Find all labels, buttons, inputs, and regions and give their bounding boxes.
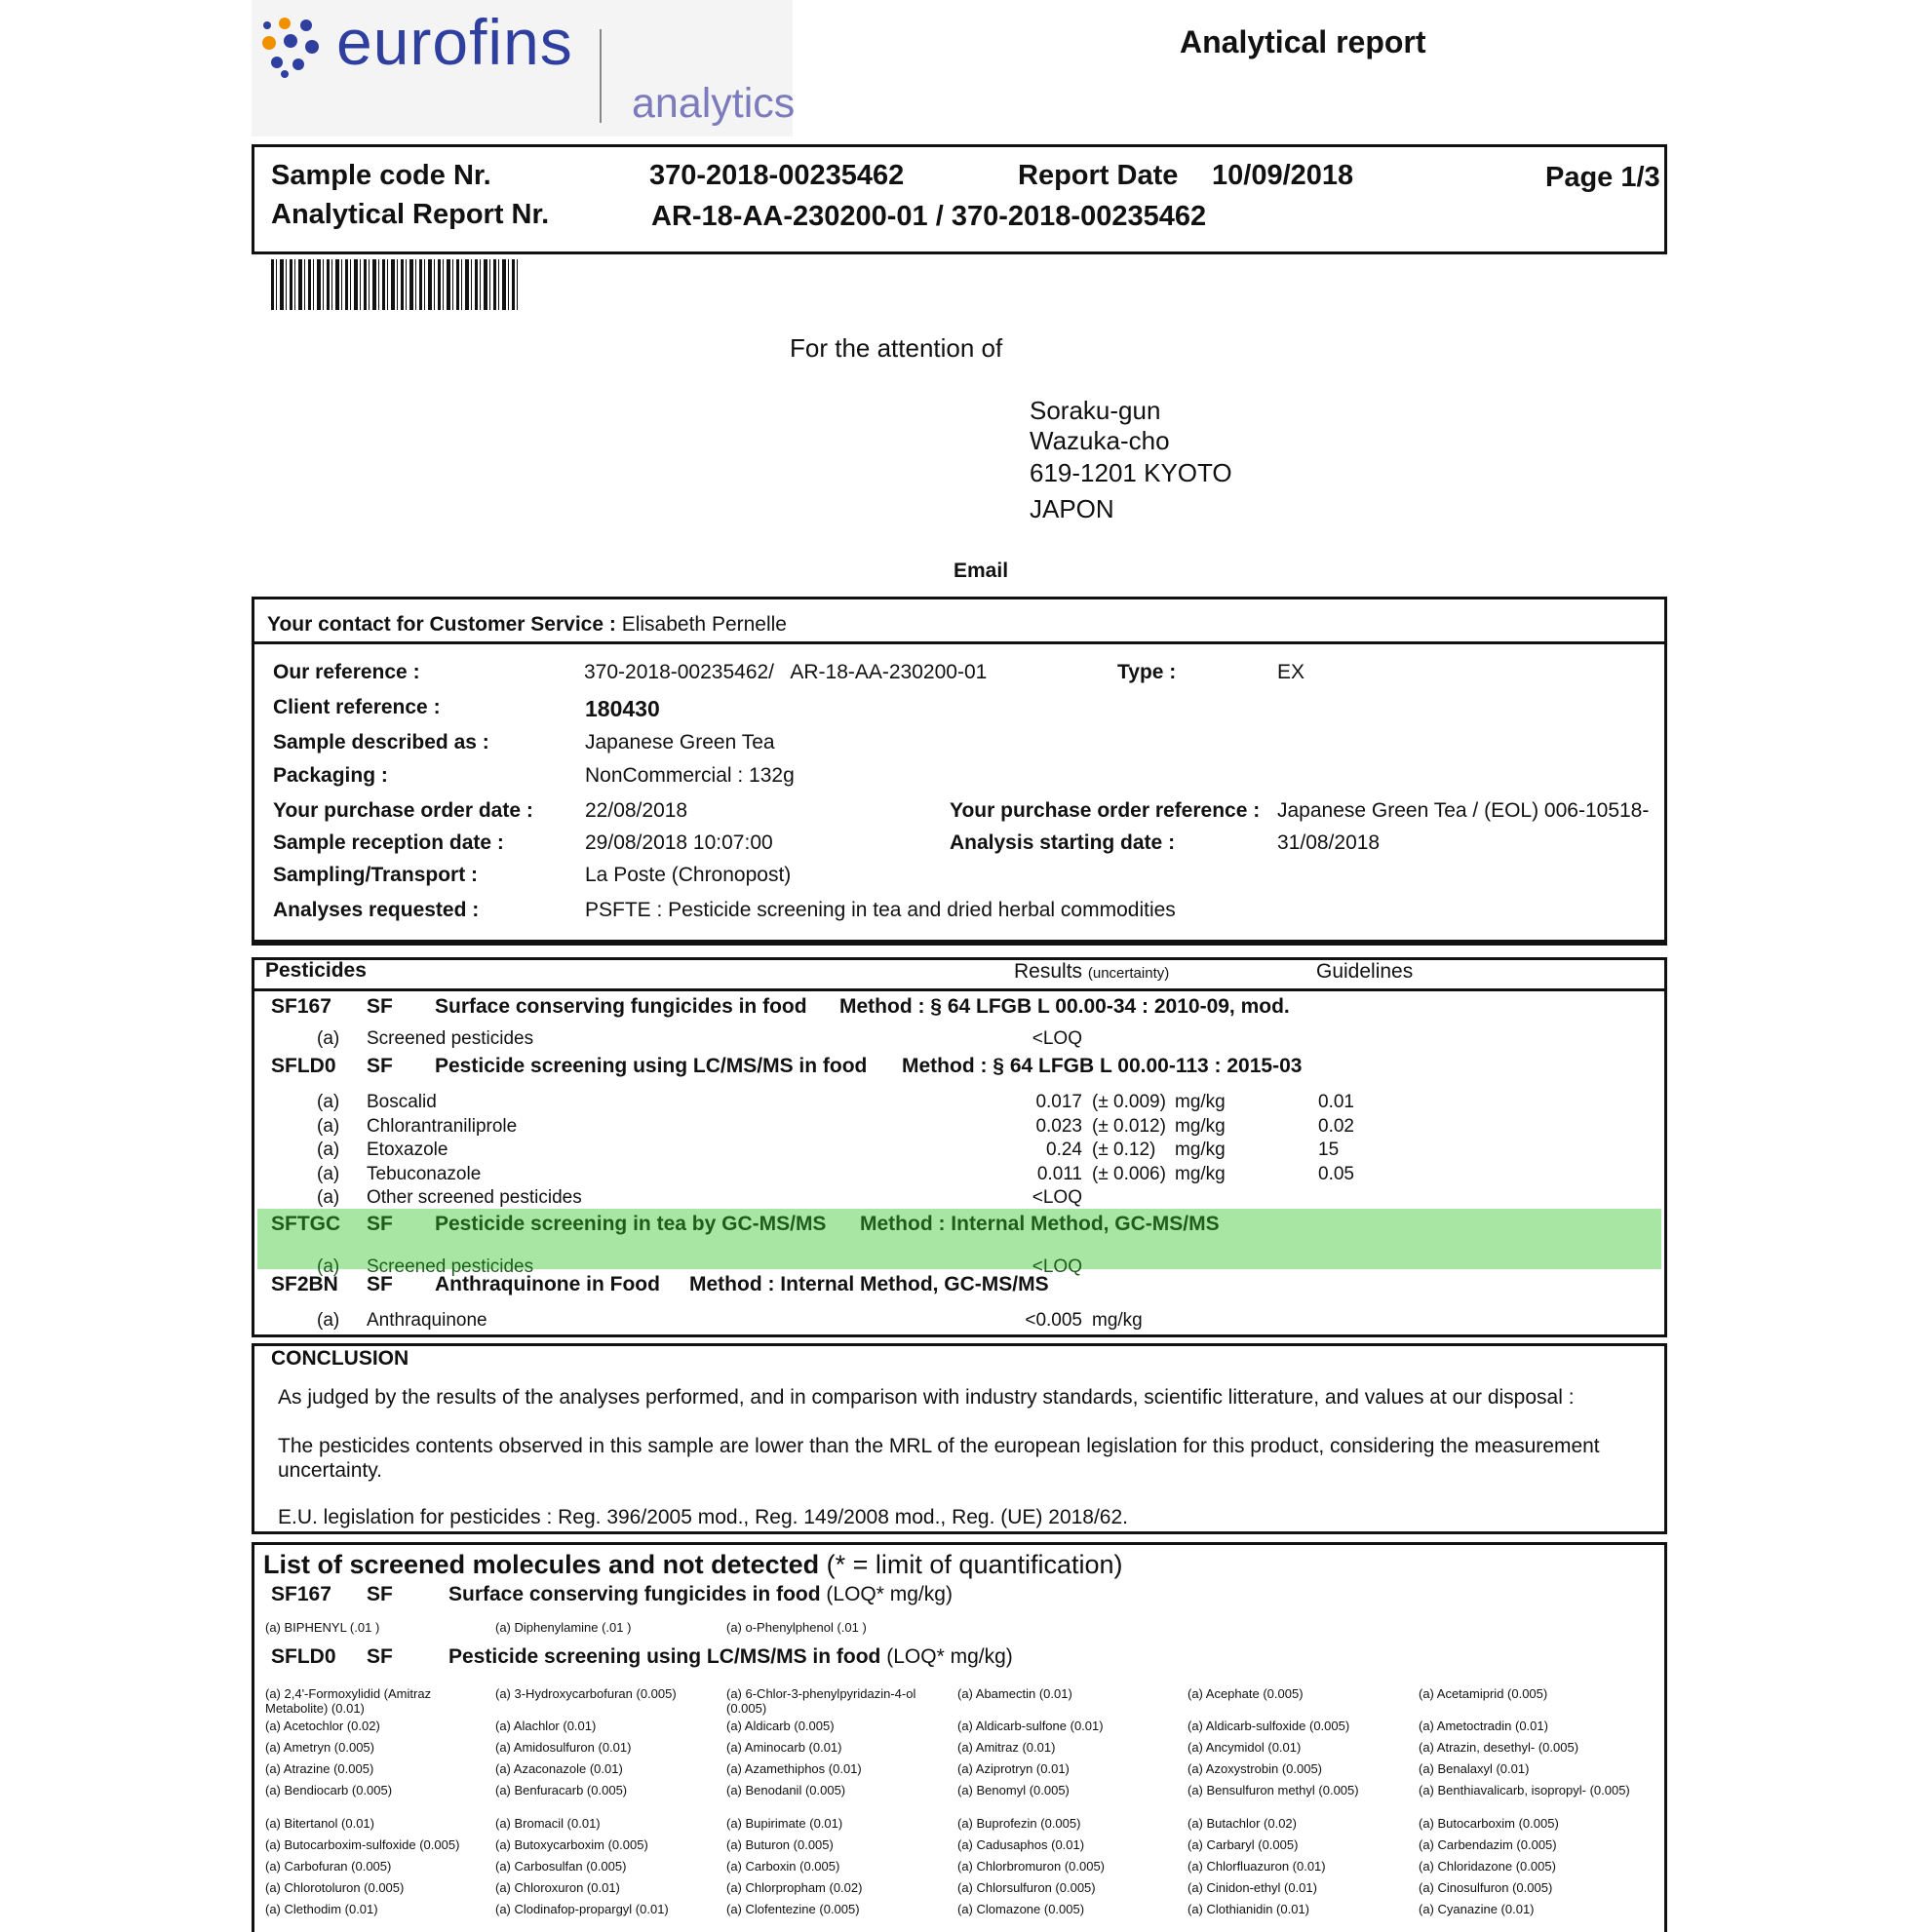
item-guideline: 0.01: [1318, 1092, 1354, 1112]
screened-item: (a) Butocarboxim (0.005): [1419, 1816, 1559, 1831]
item-guideline: 15: [1318, 1140, 1340, 1160]
item-uncertainty: (± 0.012): [1092, 1116, 1166, 1137]
item-unit: mg/kg: [1092, 1310, 1143, 1331]
sample-value: Japanese Green Tea: [585, 731, 775, 753]
item-guideline: 0.02: [1318, 1116, 1354, 1137]
results-section-label: Pesticides: [265, 959, 367, 982]
screened-item: (a) BIPHENYL (.01 ): [265, 1620, 380, 1635]
our-ref-label: Our reference :: [273, 661, 420, 683]
screened-item: (a) Abamectin (0.01): [957, 1686, 1072, 1701]
screened-item: (a) Chloroxuron (0.01): [495, 1880, 620, 1895]
transport-value: La Poste (Chronopost): [585, 864, 792, 886]
group-title: Surface conserving fungicides in food: [435, 995, 807, 1018]
screened-item: (a) Diphenylamine (.01 ): [495, 1620, 632, 1635]
item-unit: mg/kg: [1175, 1140, 1226, 1160]
screened-item: (a) 2,4'-Formoxylidid (Amitraz Metabolite) (0.01): [265, 1686, 432, 1716]
report-date-label: Report Date: [1018, 160, 1179, 191]
group-title: Pesticide screening in tea by GC-MS/MS: [435, 1213, 827, 1235]
screened-item: (a) Ametoctradin (0.01): [1419, 1719, 1548, 1733]
item-marker: (a): [317, 1140, 340, 1160]
screened-item: (a) Benomyl (0.005): [957, 1783, 1070, 1797]
page-number: Page 1/3: [1545, 162, 1660, 193]
start-label: Analysis starting date :: [950, 831, 1176, 854]
screened-item: (a) Carbendazim (0.005): [1419, 1837, 1557, 1852]
reception-date: 29/08/2018 10:07:00: [585, 831, 773, 854]
screened-item: (a) Chloridazone (0.005): [1419, 1859, 1556, 1874]
report-nr: AR-18-AA-230200-01 / 370-2018-00235462: [651, 201, 1207, 232]
delivery-method: Email: [954, 560, 1009, 582]
item-marker: (a): [317, 1028, 340, 1049]
screened-item: (a) Carboxin (0.005): [726, 1859, 840, 1874]
item-value: 0.011: [1036, 1164, 1082, 1184]
screened-item: (a) Chlorsulfuron (0.005): [957, 1880, 1096, 1895]
item-name: Tebuconazole: [367, 1164, 482, 1184]
conclusion-paragraph: As judged by the results of the analyses performed, and in comparison with industry standards, scientific litterature, and values at our disposal :: [278, 1386, 1575, 1409]
screened-item: (a) Ancymidol (0.01): [1188, 1740, 1302, 1755]
logo-divider: [600, 29, 602, 123]
screened-group-title: Surface conserving fungicides in food: [448, 1583, 821, 1605]
address-line: Wazuka-cho: [1030, 426, 1170, 455]
item-value: <LOQ: [1032, 1187, 1082, 1208]
screened-item: (a) Carbosulfan (0.005): [495, 1859, 627, 1874]
screened-item: (a) Benalaxyl (0.01): [1419, 1761, 1530, 1776]
group-code: SFLD0: [271, 1055, 336, 1077]
screened-group-sf: SF: [367, 1583, 393, 1605]
screened-item: (a) Chlorbromuron (0.005): [957, 1859, 1106, 1874]
group-code: SFTGC: [271, 1213, 341, 1235]
screened-item: (a) Amidosulfuron (0.01): [495, 1740, 632, 1755]
item-uncertainty: (± 0.006): [1092, 1164, 1166, 1184]
client-ref-label: Client reference :: [273, 696, 441, 718]
screened-item: (a) Acetamiprid (0.005): [1419, 1686, 1548, 1701]
screened-item: (a) Chlorpropham (0.02): [726, 1880, 863, 1895]
screened-item: (a) Alachlor (0.01): [495, 1719, 597, 1733]
item-value: 0.017: [1035, 1092, 1082, 1112]
screened-item: (a) Butachlor (0.02): [1188, 1816, 1297, 1831]
item-unit: mg/kg: [1175, 1092, 1226, 1112]
results-header-divider: [252, 988, 1667, 991]
item-guideline: 0.05: [1318, 1164, 1354, 1184]
packaging-label: Packaging :: [273, 764, 388, 787]
attention-label: For the attention of: [790, 333, 1003, 363]
reception-label: Sample reception date :: [273, 831, 504, 854]
screened-item: (a) Acephate (0.005): [1188, 1686, 1304, 1701]
barcode: [271, 259, 519, 310]
screened-note: (* = limit of quantification): [826, 1550, 1123, 1579]
group-code: SF2BN: [271, 1273, 338, 1295]
group-sf: SF: [367, 1055, 393, 1077]
item-value: <LOQ: [1032, 1256, 1082, 1277]
uncertainty-label: (uncertainty): [1087, 965, 1170, 982]
screened-item: (a) 6-Chlor-3-phenylpyridazin-4-ol (0.005): [726, 1686, 916, 1716]
item-marker: (a): [317, 1164, 340, 1184]
screened-item: (a) Atrazine (0.005): [265, 1761, 374, 1776]
screened-item: (a) Acetochlor (0.02): [265, 1719, 380, 1733]
screened-group-heading: [448, 1645, 1013, 1669]
client-ref: 180430: [585, 696, 660, 721]
group-sf: SF: [367, 1273, 393, 1295]
screened-item: (a) Cadusaphos (0.01): [957, 1837, 1085, 1852]
screened-item: (a) Aminocarb (0.01): [726, 1740, 842, 1755]
item-marker: (a): [317, 1092, 340, 1112]
item-value: <0.005: [1025, 1310, 1082, 1331]
analyses-label: Analyses requested :: [273, 899, 480, 921]
screened-item: (a) Buprofezin (0.005): [957, 1816, 1081, 1831]
results-column-header: [1014, 960, 1169, 984]
contact-name: Elisabeth Pernelle: [621, 613, 787, 636]
item-value: 0.24: [1046, 1140, 1082, 1160]
group-sf: SF: [367, 995, 393, 1018]
item-unit: mg/kg: [1175, 1164, 1226, 1184]
item-marker: (a): [317, 1187, 340, 1208]
screened-item: (a) Carbofuran (0.005): [265, 1859, 392, 1874]
group-title: Pesticide screening using LC/MS/MS in food: [435, 1055, 868, 1077]
screened-item: (a) Butocarboxim-sulfoxide (0.005): [265, 1837, 460, 1852]
item-name: Boscalid: [367, 1092, 437, 1112]
item-uncertainty: (± 0.009): [1092, 1092, 1166, 1112]
screened-item: (a) Clomazone (0.005): [957, 1902, 1085, 1916]
screened-item: (a) Azamethiphos (0.01): [726, 1761, 862, 1776]
item-marker: (a): [317, 1256, 340, 1277]
item-name: Anthraquinone: [367, 1310, 487, 1331]
screened-item: (a) Bensulfuron methyl (0.005): [1188, 1783, 1359, 1797]
screened-item: (a) Benfuracarb (0.005): [495, 1783, 628, 1797]
screened-item: (a) Aldicarb-sulfoxide (0.005): [1188, 1719, 1350, 1733]
address-line: 619-1201 KYOTO: [1030, 458, 1232, 487]
analyses-value: PSFTE : Pesticide screening in tea and dried herbal commodities: [585, 899, 1176, 921]
item-uncertainty: (± 0.12): [1092, 1140, 1156, 1160]
results-label: Results: [1014, 960, 1083, 983]
screened-item: (a) Clodinafop-propargyl (0.01): [495, 1902, 669, 1916]
sample-label: Sample described as :: [273, 731, 489, 753]
conclusion-title: CONCLUSION: [271, 1347, 409, 1370]
group-method: Method : Internal Method, GC-MS/MS: [689, 1273, 1049, 1295]
item-marker: (a): [317, 1310, 340, 1331]
screened-item: (a) Cyanazine (0.01): [1419, 1902, 1535, 1916]
screened-item: (a) Bendiocarb (0.005): [265, 1783, 393, 1797]
contact-row: [267, 613, 787, 637]
screened-group-suffix: (LOQ* mg/kg): [826, 1583, 953, 1605]
po-ref-label: Your purchase order reference :: [950, 799, 1261, 822]
item-name: Chlorantraniliprole: [367, 1116, 518, 1137]
screened-group-code: SFLD0: [271, 1645, 336, 1668]
group-title: Anthraquinone in Food: [435, 1273, 660, 1295]
screened-item: (a) o-Phenylphenol (.01 ): [726, 1620, 867, 1635]
conclusion-paragraph: The pesticides contents observed in this sample are lower than the MRL of the european legislation for this product, considering the measurement uncertainty.: [278, 1435, 1600, 1482]
packaging-value: NonCommercial : 132g: [585, 764, 795, 787]
screened-item: (a) Aldicarb (0.005): [726, 1719, 835, 1733]
screened-item: (a) Chlorotoluron (0.005): [265, 1880, 405, 1895]
document-title: Analytical report: [1180, 24, 1426, 59]
screened-item: (a) Bromacil (0.01): [495, 1816, 601, 1831]
screened-item: (a) Azoxystrobin (0.005): [1188, 1761, 1323, 1776]
screened-item: (a) Cinidon-ethyl (0.01): [1188, 1880, 1317, 1895]
screened-item: (a) Clethodim (0.01): [265, 1902, 378, 1916]
screened-item: (a) Amitraz (0.01): [957, 1740, 1056, 1755]
conclusion-legislation: E.U. legislation for pesticides : Reg. 396/2005 mod., Reg. 149/2008 mod., Reg. (UE) 2018/62.: [278, 1506, 1129, 1528]
group-code: SF167: [271, 995, 331, 1018]
type-value: EX: [1277, 661, 1305, 683]
sample-code: 370-2018-00235462: [649, 160, 905, 191]
our-ref: 370-2018-00235462/ AR-18-AA-230200-01: [584, 661, 988, 683]
item-name: Screened pesticides: [367, 1256, 534, 1277]
screened-item: (a) Chlorfluazuron (0.01): [1188, 1859, 1326, 1874]
screened-item: (a) Atrazin, desethyl- (0.005): [1419, 1740, 1579, 1755]
screened-item: (a) Azaconazole (0.01): [495, 1761, 623, 1776]
logo-brand: eurofins: [336, 6, 573, 78]
contact-divider: [252, 641, 1667, 644]
screened-group-code: SF167: [271, 1583, 331, 1605]
item-value: <LOQ: [1032, 1028, 1082, 1049]
type-label: Type :: [1117, 661, 1177, 683]
report-date: 10/09/2018: [1212, 160, 1354, 191]
guidelines-label: Guidelines: [1316, 960, 1414, 983]
screened-heading: [263, 1550, 1123, 1580]
screened-group-sf: SF: [367, 1645, 393, 1668]
transport-label: Sampling/Transport :: [273, 864, 479, 886]
screened-item: (a) Clofentezine (0.005): [726, 1902, 860, 1916]
group-method: Method : § 64 LFGB L 00.00-113 : 2015-03: [902, 1055, 1303, 1077]
item-name: Screened pesticides: [367, 1028, 534, 1049]
po-ref: Japanese Green Tea / (EOL) 006-10518-: [1277, 799, 1650, 822]
item-value: 0.023: [1035, 1116, 1082, 1137]
screened-item: (a) Butoxycarboxim (0.005): [495, 1837, 648, 1852]
item-marker: (a): [317, 1116, 340, 1137]
sample-code-label: Sample code Nr.: [271, 160, 491, 191]
item-name: Etoxazole: [367, 1140, 448, 1160]
screened-item: (a) Benthiavalicarb, isopropyl- (0.005): [1419, 1783, 1630, 1797]
po-date: 22/08/2018: [585, 799, 688, 822]
screened-item: (a) Clothianidin (0.01): [1188, 1902, 1310, 1916]
screened-item: (a) Bitertanol (0.01): [265, 1816, 374, 1831]
screened-item: (a) Benodanil (0.005): [726, 1783, 846, 1797]
screened-group-suffix: (LOQ* mg/kg): [886, 1645, 1013, 1668]
group-sf: SF: [367, 1213, 393, 1235]
screened-group-title: Pesticide screening using LC/MS/MS in food: [448, 1645, 881, 1668]
eurofins-dots-icon: [255, 14, 326, 80]
screened-item: (a) Ametryn (0.005): [265, 1740, 374, 1755]
screened-item: (a) Carbaryl (0.005): [1188, 1837, 1299, 1852]
screened-title: List of screened molecules and not detected: [263, 1550, 820, 1579]
screened-item: (a) Cinosulfuron (0.005): [1419, 1880, 1553, 1895]
screened-group-heading: [448, 1583, 953, 1606]
address-line: JAPON: [1030, 494, 1114, 523]
report-nr-label: Analytical Report Nr.: [271, 199, 550, 230]
info-box: [252, 597, 1667, 946]
contact-label: Your contact for Customer Service :: [267, 613, 616, 636]
screened-item: (a) 3-Hydroxycarbofuran (0.005): [495, 1686, 677, 1701]
item-name: Other screened pesticides: [367, 1187, 582, 1208]
start-date: 31/08/2018: [1277, 831, 1381, 854]
group-method: Method : § 64 LFGB L 00.00-34 : 2010-09, mod.: [839, 995, 1290, 1018]
po-date-label: Your purchase order date :: [273, 799, 533, 822]
screened-item: (a) Aziprotryn (0.01): [957, 1761, 1070, 1776]
screened-item: (a) Aldicarb-sulfone (0.01): [957, 1719, 1104, 1733]
screened-item: (a) Buturon (0.005): [726, 1837, 834, 1852]
group-method: Method : Internal Method, GC-MS/MS: [860, 1213, 1220, 1235]
item-unit: mg/kg: [1175, 1116, 1226, 1137]
address-line: Soraku-gun: [1030, 396, 1161, 425]
screened-item: (a) Bupirimate (0.01): [726, 1816, 843, 1831]
logo-division: analytics: [632, 80, 796, 127]
